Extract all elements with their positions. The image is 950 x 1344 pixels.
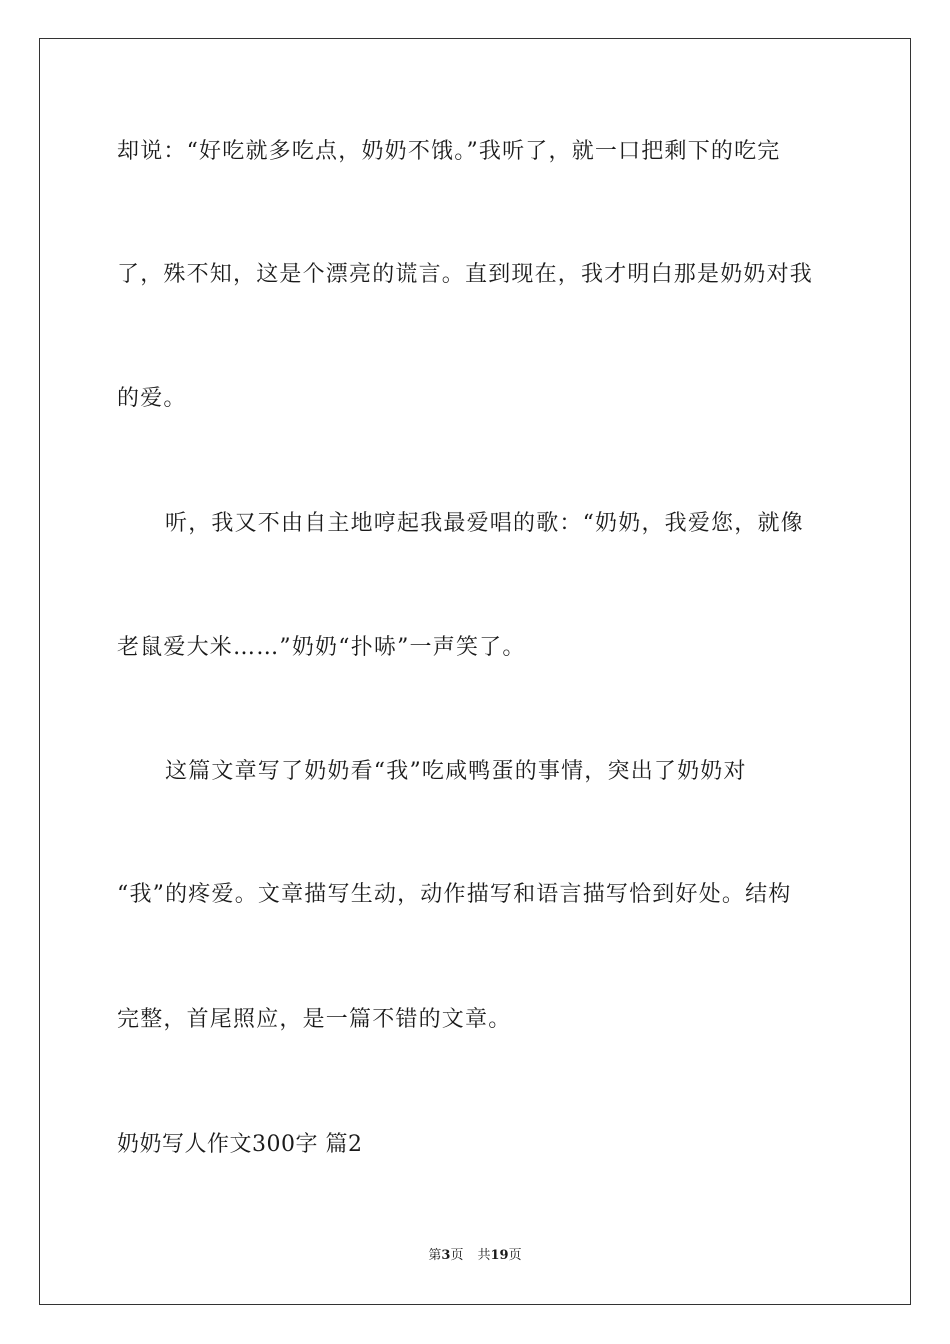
paragraph-1-line-2: 了，殊不知，这是个漂亮的谎言。直到现在，我才明白那是奶奶对我 xyxy=(117,262,814,287)
paragraph-3-line-3: 完整，首尾照应，是一篇不错的文章。 xyxy=(117,1007,512,1032)
total-pages-number: 19 xyxy=(490,1248,509,1263)
paragraph-1-line-3: 的爱。 xyxy=(117,386,187,411)
paragraph-3-line-1: 这篇文章写了奶奶看“我”吃咸鸭蛋的事情，突出了奶奶对 xyxy=(165,759,747,784)
total-suffix: 页 xyxy=(508,1248,522,1263)
page-suffix: 页 xyxy=(450,1248,464,1263)
page-prefix: 第 xyxy=(428,1248,442,1263)
page-border xyxy=(39,38,911,1305)
total-prefix: 共 xyxy=(477,1248,491,1263)
paragraph-3-line-2: “我”的疼爱。文章描写生动，动作描写和语言描写恰到好处。结构 xyxy=(117,882,792,907)
section-heading: 奶奶写人作文300字 篇2 xyxy=(117,1132,363,1157)
paragraph-2-line-2: 老鼠爱大米……”奶奶“扑哧”一声笑了。 xyxy=(117,635,526,660)
page-footer xyxy=(0,1247,950,1265)
paragraph-2-line-1: 听，我又不由自主地哼起我最爱唱的歌：“奶奶，我爱您，就像 xyxy=(165,511,804,536)
paragraph-1-line-1: 却说：“好吃就多吃点，奶奶不饿。”我听了，就一口把剩下的吃完 xyxy=(117,139,781,164)
current-page-number: 3 xyxy=(441,1248,451,1263)
